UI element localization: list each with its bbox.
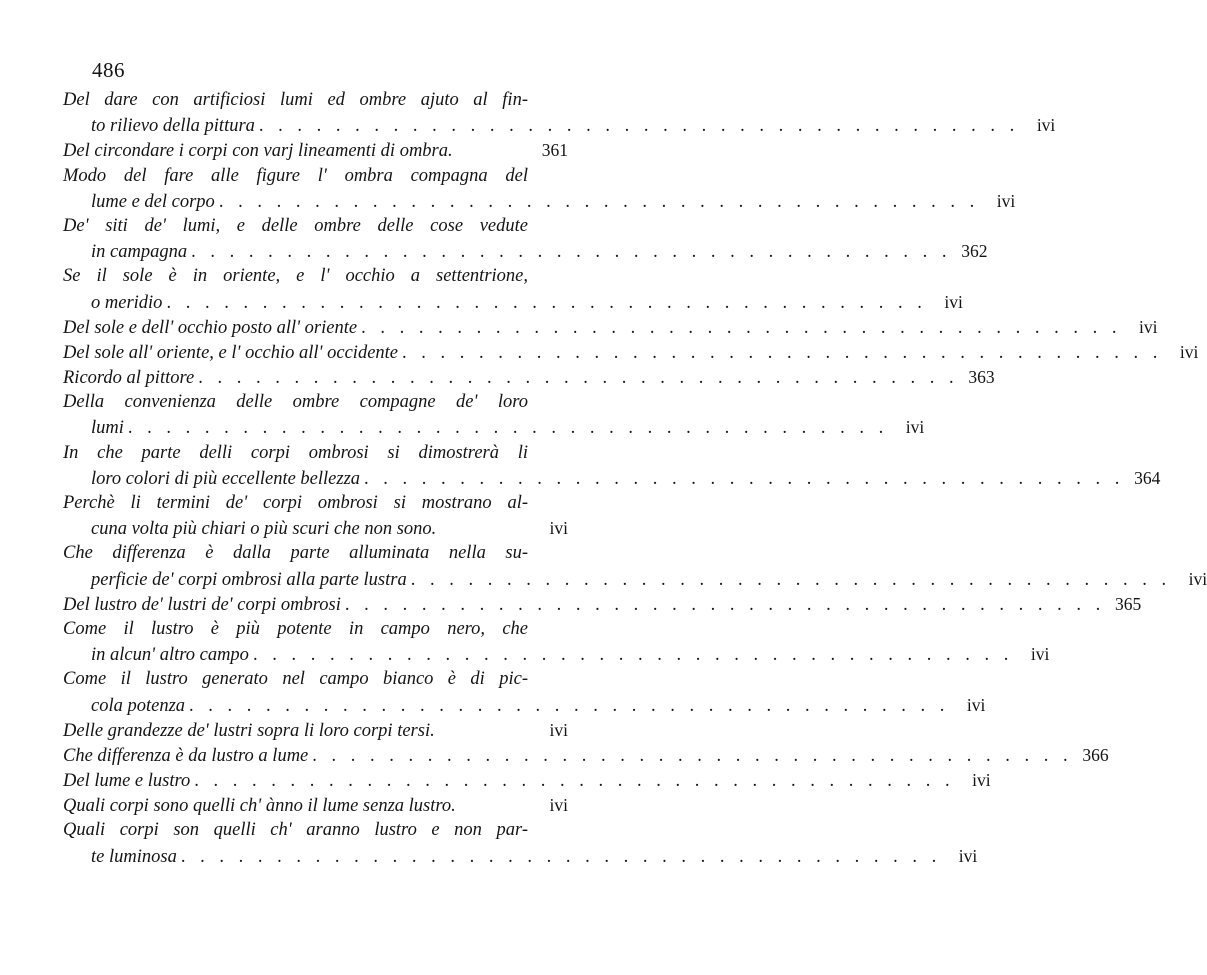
toc-page-ref: 361 <box>541 140 568 161</box>
toc-page-ref: ivi <box>944 291 963 312</box>
toc-entry-title: o meridio <box>91 292 163 313</box>
toc-entry <box>63 164 1016 214</box>
toc-page-ref: ivi <box>1179 341 1199 362</box>
toc-entry-title: cuna volta più chiari o più scuri che non sono. <box>91 519 437 540</box>
toc-entry-title: lume e del corpo <box>91 191 215 212</box>
toc-entry <box>63 793 568 818</box>
toc-entry-line <box>63 290 963 315</box>
toc-entry-title: Delle grandezze de' lustri sopra li loro corpi tersi. <box>63 720 435 741</box>
toc-page-ref: ivi <box>1036 115 1056 136</box>
toc-entry-title: in alcun' altro campo <box>91 645 249 666</box>
toc-entry-title: Del lustro de' lustri de' corpi ombrosi <box>63 594 341 615</box>
toc-entry-line: Modo del fare alle figure l' ombra compagna del <box>63 165 528 186</box>
toc-entry <box>63 441 1161 491</box>
dot-leader: . . . . . . . . . . . . . . . . . . . . . . . . . . . . . . . . . . . . . . . . <box>361 317 1122 338</box>
toc-entry-title: te luminosa <box>91 846 177 867</box>
toc-entry-line <box>63 239 988 264</box>
toc-entry-title: cola potenza <box>91 695 186 716</box>
toc-entry <box>63 390 925 440</box>
toc-page-ref: ivi <box>958 845 978 866</box>
toc-page-ref: 366 <box>1082 744 1109 765</box>
toc-entry <box>63 541 1207 591</box>
dot-leader: . . . . . . . . . . . . . . . . . . . . . . . . . . . . . . . . . . . . . . . . <box>364 468 1125 489</box>
toc-entry-line: Quali corpi son quelli ch' aranno lustro e non par- <box>63 820 528 841</box>
toc-page-ref: ivi <box>549 795 568 816</box>
dot-leader: . . . . . . . . . . . . . . . . . . . . . . . . . . . . . . . . . . . . . . . . <box>127 418 889 439</box>
toc-entry <box>63 214 988 264</box>
toc-entry-title: Che differenza è da lustro a lume <box>63 745 309 766</box>
toc-entry-line <box>63 768 991 793</box>
toc-entry <box>63 88 1056 138</box>
toc-entry-line <box>63 693 986 718</box>
toc-entry-title: to rilievo della pittura <box>91 116 255 137</box>
toc-page-ref: ivi <box>1138 316 1158 337</box>
toc-entry-line: Che differenza è dalla parte alluminata nella su- <box>63 543 528 564</box>
toc-entry-title: in campagna <box>91 242 188 263</box>
toc-entry-line <box>63 743 1109 768</box>
dot-leader: . . . . . . . . . . . . . . . . . . . . . . . . . . . . . . . . . . . . . . . . <box>194 771 955 792</box>
toc-entry-title: Quali corpi sono quelli ch' ànno il lume senza lustro. <box>63 796 456 817</box>
toc-entry-line: Perchè li termini de' corpi ombrosi si mostrano al- <box>63 493 528 513</box>
toc-entry-title: Del sole e dell' occhio posto all' oriente <box>63 317 358 338</box>
toc-entry <box>63 718 568 743</box>
toc-entry-line: In che parte delli corpi ombrosi si dimostrerà li <box>63 442 528 463</box>
toc-page-ref: 363 <box>968 367 995 388</box>
toc-entry-line: Del dare con artificiosi lumi ed ombre ajuto al fin- <box>63 90 528 110</box>
toc-entry-line <box>63 365 995 390</box>
dot-leader: . . . . . . . . . . . . . . . . . . . . . . . . . . . . . . . . . . . . . . . . <box>166 292 927 313</box>
toc-entry-line <box>63 340 1199 365</box>
toc-page-ref: 362 <box>961 241 988 262</box>
toc-entry-title: perficie de' corpi ombrosi alla parte lustra <box>91 569 407 590</box>
toc-entry-title: Ricordo al pittore <box>63 368 195 389</box>
dot-leader: . . . . . . . . . . . . . . . . . . . . . . . . . . . . . . . . . . . . . . . . <box>410 569 1172 590</box>
toc-entry-line <box>63 189 1016 214</box>
toc-entry-line <box>63 592 1142 617</box>
toc-entry-line: Della convenienza delle ombre compagne de' loro <box>63 392 528 413</box>
toc-entry-line <box>63 113 1056 138</box>
toc-entry <box>63 818 978 868</box>
dot-leader: . . . . . . . . . . . . . . . . . . . . . . . . . . . . . . . . . . . . . . . . <box>218 191 980 212</box>
toc-entry-line: Come il lustro è più potente in campo nero, che <box>63 618 528 639</box>
toc-entry-line: Come il lustro generato nel campo bianco è di pic- <box>63 669 528 690</box>
toc-entry <box>63 768 991 793</box>
toc-entry <box>63 743 1109 768</box>
dot-leader: . . . . . . . . . . . . . . . . . . . . . . . . . . . . . . . . . . . . . . . . <box>258 116 1020 137</box>
dot-leader: . . . . . . . . . . . . . . . . . . . . . . . . . . . . . . . . . . . . . . . . <box>180 846 942 867</box>
dot-leader: . . . . . . . . . . . . . . . . . . . . . . . . . . . . . . . . . . . . . . . . <box>189 695 950 716</box>
dot-leader: . . . . . . . . . . . . . . . . . . . . . . . . . . . . . . . . . . . . . . . . <box>312 745 1073 766</box>
toc-entry-line: De' siti de' lumi, e delle ombre delle cose vedute <box>63 215 528 236</box>
toc-page-ref: ivi <box>1030 644 1050 665</box>
toc-entry <box>63 264 963 314</box>
toc-page-ref: ivi <box>996 190 1016 211</box>
toc-entry <box>63 617 1050 667</box>
toc-entry-title: lumi <box>91 418 124 439</box>
toc-entry-line <box>63 466 1161 491</box>
toc-page-ref: ivi <box>966 694 986 715</box>
toc-entry <box>63 491 568 541</box>
toc-entry <box>63 138 568 163</box>
toc-page-ref: 365 <box>1115 593 1142 614</box>
toc-page-ref: ivi <box>549 518 568 539</box>
toc-page-ref: 364 <box>1134 467 1161 488</box>
toc-entry-line <box>63 138 568 163</box>
toc-page-ref: ivi <box>972 770 991 791</box>
toc-entry <box>63 592 1142 617</box>
toc-entry-line <box>63 315 1158 340</box>
dot-leader: . . . . . . . . . . . . . . . . . . . . . . . . . . . . . . . . . . . . . . . . <box>191 242 952 263</box>
toc-entry-line <box>63 718 568 743</box>
toc-entry-line: Se il sole è in oriente, e l' occhio a settentrione, <box>63 266 528 287</box>
toc-entry-line <box>63 415 925 440</box>
toc-page-ref: ivi <box>905 417 925 438</box>
table-of-contents <box>63 88 1207 869</box>
toc-entry-line <box>63 516 568 541</box>
page-number: 486 <box>92 58 125 82</box>
toc-entry <box>63 667 986 717</box>
toc-entry-title: loro colori di più eccellente bellezza <box>91 468 361 489</box>
dot-leader: . . . . . . . . . . . . . . . . . . . . . . . . . . . . . . . . . . . . . . . . <box>402 342 1163 363</box>
dot-leader: . . . . . . . . . . . . . . . . . . . . . . . . . . . . . . . . . . . . . . . . <box>198 368 959 389</box>
toc-entry-line <box>63 844 978 869</box>
toc-entry-title: Del lume e lustro <box>63 771 191 792</box>
toc-entry-title: Del circondare i corpi con varj lineamenti di ombra. <box>63 141 453 162</box>
toc-entry-title: Del sole all' oriente, e l' occhio all' occidente <box>63 342 399 363</box>
toc-entry-line <box>63 567 1207 592</box>
dot-leader: . . . . . . . . . . . . . . . . . . . . . . . . . . . . . . . . . . . . . . . . <box>252 645 1014 666</box>
dot-leader: . . . . . . . . . . . . . . . . . . . . . . . . . . . . . . . . . . . . . . . . <box>344 594 1106 615</box>
toc-page-ref: ivi <box>549 719 568 740</box>
toc-entry <box>63 315 1158 340</box>
toc-entry <box>63 340 1199 365</box>
toc-entry-line <box>63 642 1050 667</box>
toc-entry <box>63 365 995 390</box>
toc-page-ref: ivi <box>1188 568 1207 589</box>
toc-entry-line <box>63 793 568 818</box>
